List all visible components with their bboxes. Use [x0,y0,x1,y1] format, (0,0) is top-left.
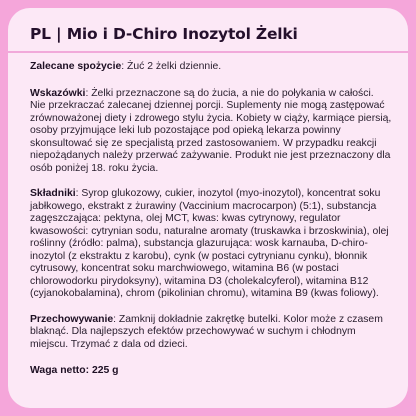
product-title: PL | Mio i D-Chiro Inozytol Żelki [30,25,298,43]
label-content [30,61,392,378]
page-frame [8,8,408,408]
ingredients-section [30,188,392,301]
weight-section [30,365,392,378]
instructions-text: : Żelki przeznaczone są do żucia, a nie do połykania w całości. Nie przekraczać zalecanej dziennej porcji. Suplementy nie mogą zastępować zrównoważonej diety i zdrowego stylu życia. Kobiety w ciąży, karmiące piersią, osoby przyjmujące leki lub pozostające pod opieką lekarza powinny skonsultować się ze specjalistą przed zastosowaniem. W przypadku reakcji niepożądanych należy przerwać zażywanie. Produkt nie jest przeznaczony dla osób poniżej 18. roku życia. [30,87,392,174]
dosage-section [30,61,392,74]
instructions-section [30,88,392,176]
weight-label: Waga netto: 225 g [30,365,119,376]
dosage-text: : Żuć 2 żelki dziennie. [121,61,222,72]
storage-section [30,314,392,352]
instructions-label: Wskazówki [30,87,86,99]
title-divider [8,51,408,53]
label-card [8,8,408,408]
ingredients-label: Składniki [30,188,76,199]
storage-text: : Zamknij dokładnie zakrętkę butelki. Kolor może z czasem blaknąć. Dla najlepszych efektów przechowywać w suchym i chłodnym miejscu. Trzymać z dala od dzieci. [30,313,383,350]
ingredients-text: : Syrop glukozowy, cukier, inozytol (myo-inozytol), koncentrat soku jabłkowego, ekstrakt z żurawiny (Vaccinium macrocarpon) (5:1), substancja zagęszczająca: pektyna, olej MCT, kwas: kwas cytrynowy, regulator kwasowości: cytrynian sodu, naturalne aromaty (truskawka i brzoskwinia), olej roślinny (źródło: palma), substancja glazurująca: wosk karnauba, D-chiro-inozytol (z ekstraktu z karobu), cynk (w postaci cytrynianu cynku), błonnik cytrusowy, koncentrat soku marchwiowego, witamina B6 (w postaci chlorowodorku pirydoksyny), witamina D3 (cholekalcyferol), witamina B12 (cyjanokobalamina), chrom (pikolinian chromu), witamina B9 (kwas foliowy). [30,188,389,299]
dosage-label: Zalecane spożycie [30,61,122,72]
storage-label: Przechowywanie [30,313,114,325]
